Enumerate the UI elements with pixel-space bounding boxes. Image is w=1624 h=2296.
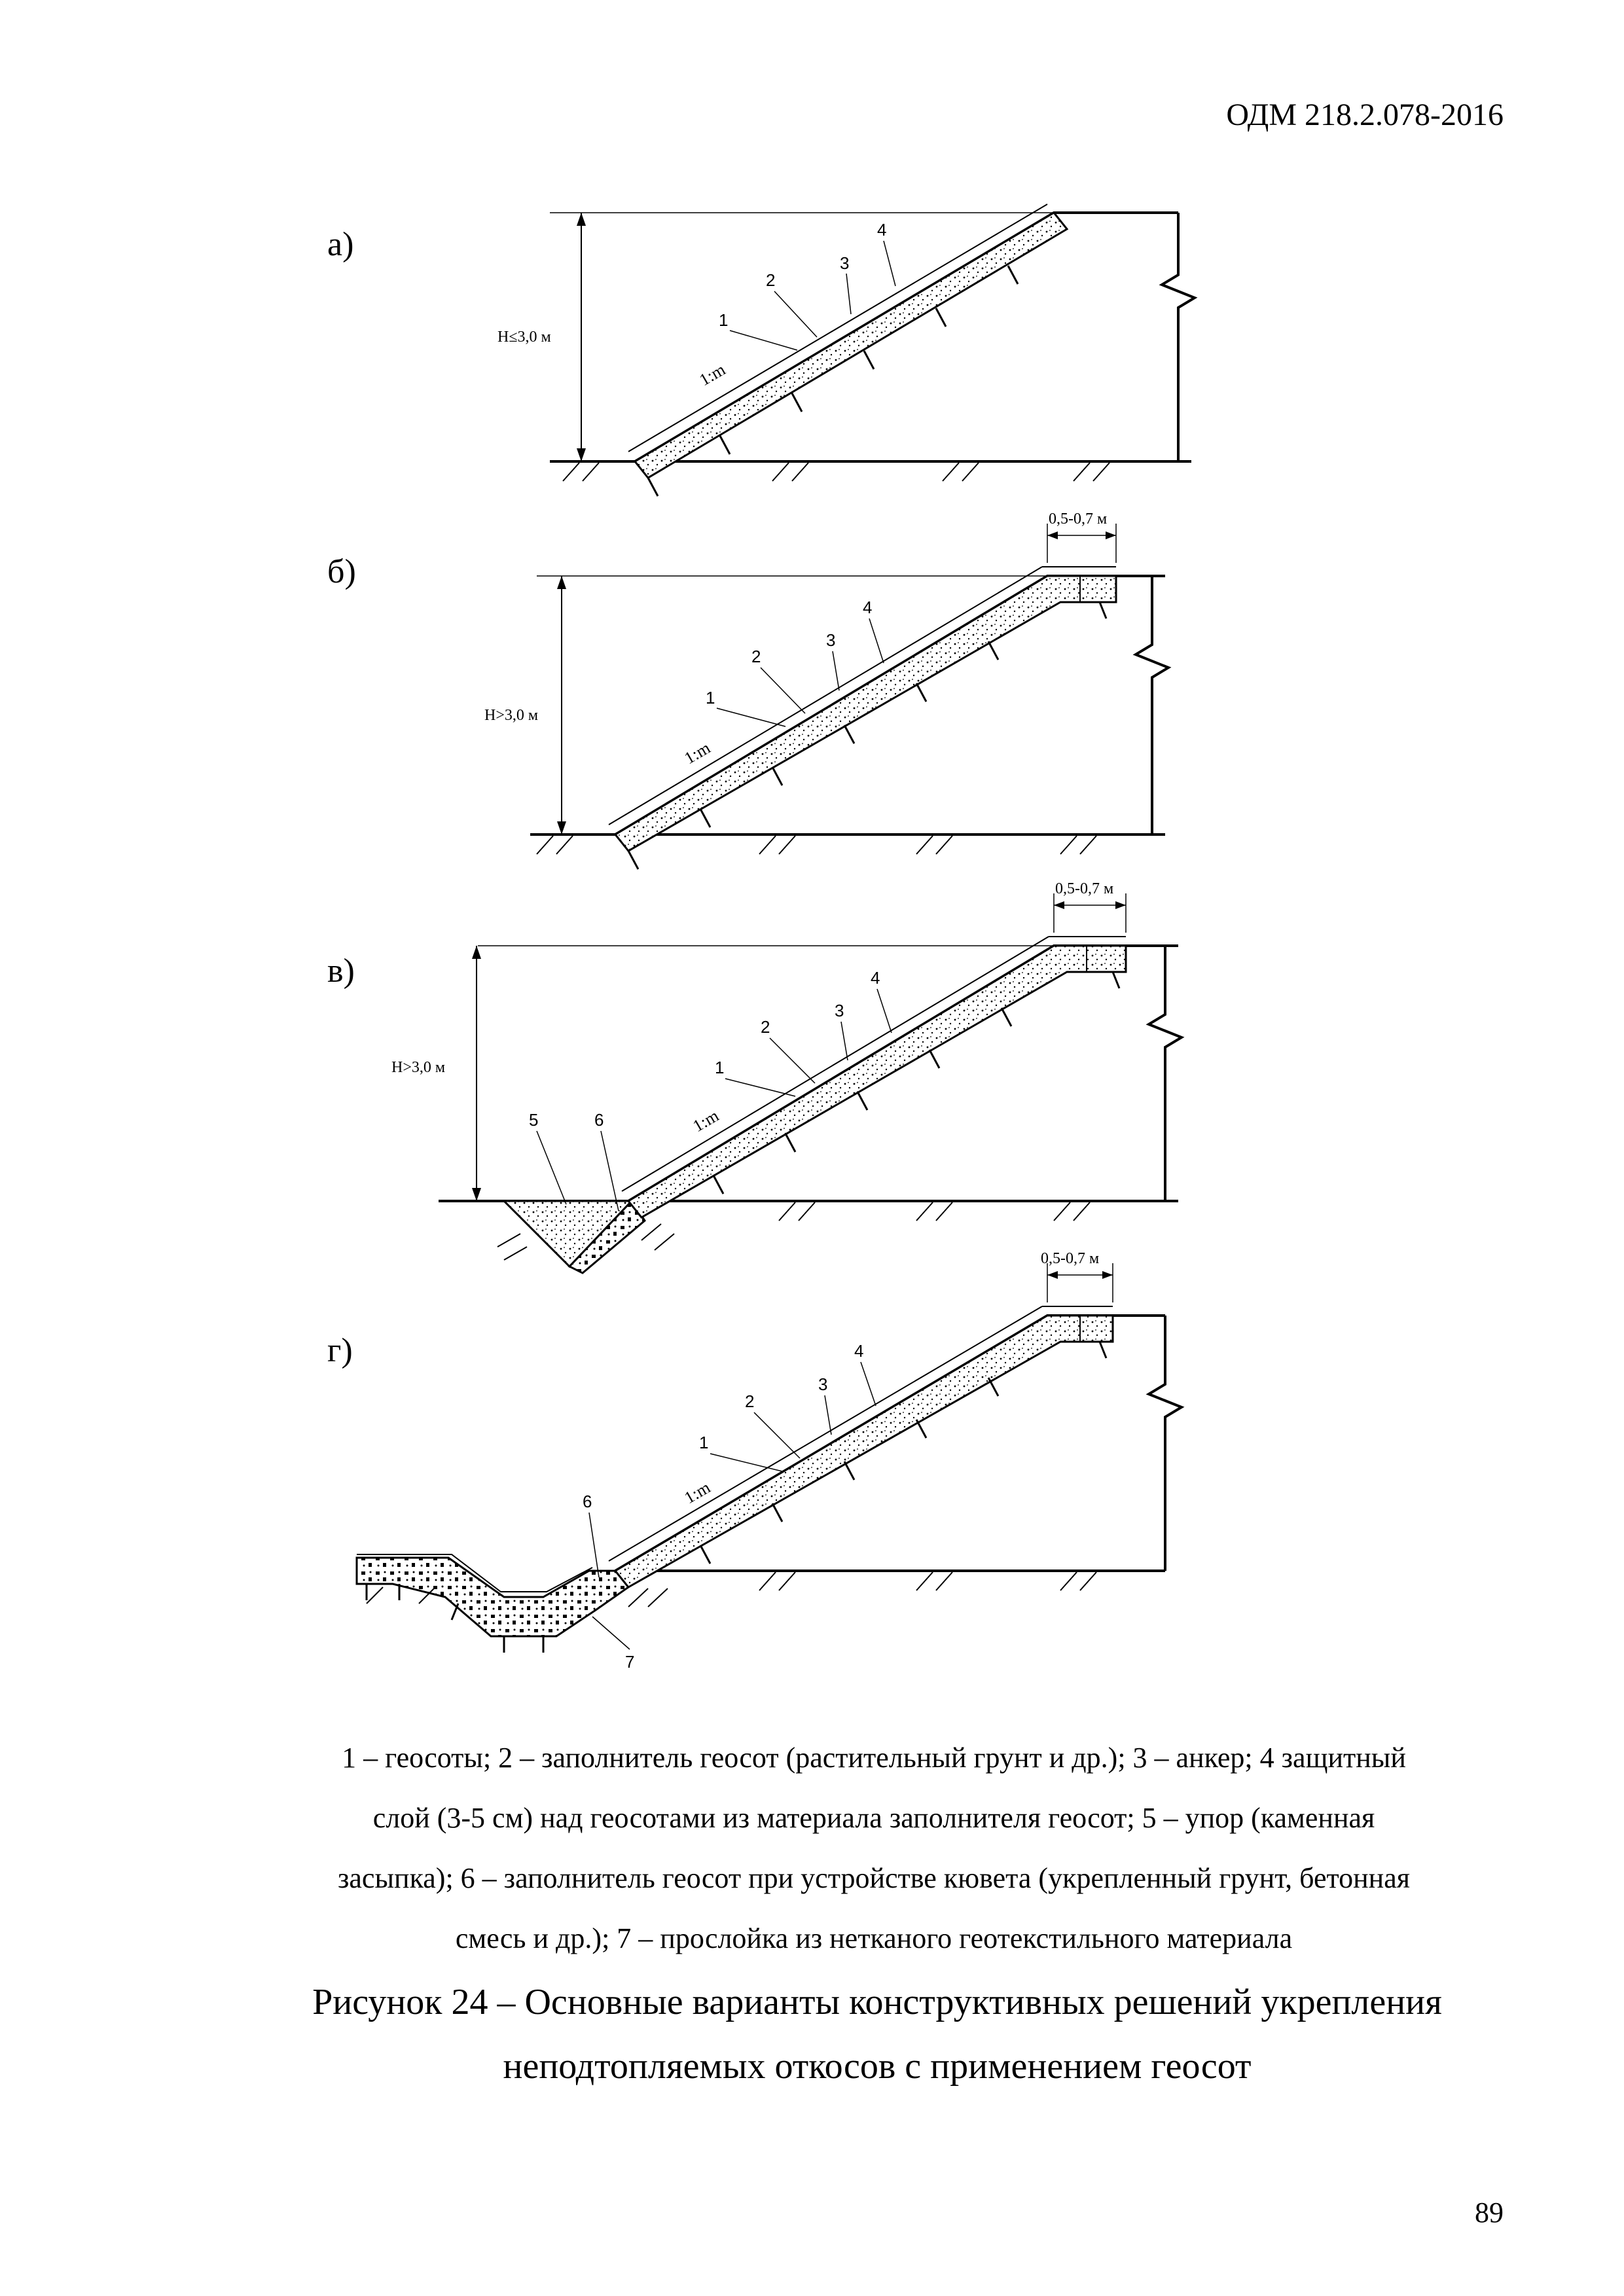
diagram-g-callout-2: 2: [745, 1391, 755, 1411]
diagram-g: [327, 1250, 1182, 1672]
diagram-v-callout-5: 5: [529, 1110, 539, 1130]
diagram-v-berm-label: 0,5-0,7 м: [1055, 880, 1114, 897]
diagram-g-callout-3: 3: [818, 1374, 828, 1394]
diagram-a-slope-label: 1:m: [696, 359, 729, 390]
diagram-g-geocell-layer: [615, 1316, 1113, 1587]
diagram-g-slope-label: 1:m: [681, 1477, 714, 1508]
legend-line: смесь и др.); 7 – прослойка из нетканого геотекстильного материала: [455, 1922, 1293, 1954]
diagram-a-callout-1: 1: [719, 310, 729, 330]
diagram-a-height-label: H≤3,0 м: [497, 329, 551, 346]
diagram-a-callout-2: 2: [766, 270, 776, 290]
diagram-a-label: а): [327, 226, 354, 263]
diagram-a: [327, 204, 1195, 496]
diagram-v-height-label: H>3,0 м: [391, 1059, 446, 1076]
diagram-a-geocell-layer: [635, 213, 1067, 478]
diagram-b: [327, 511, 1168, 869]
diagram-b-geocell-layer: [615, 576, 1116, 851]
diagram-b-callout-4: 4: [863, 598, 873, 617]
figure-legend: [242, 1728, 1506, 1969]
caption-line: неподтопляемых откосов с применением геосот: [503, 2046, 1252, 2087]
caption-line: Рисунок 24 – Основные варианты конструктивных решений укрепления: [312, 1982, 1442, 2022]
page-number: 89: [1475, 2197, 1504, 2229]
legend-line: слой (3-5 см) над геосотами из материала заполнителя геосот; 5 – упор (каменная: [372, 1802, 1375, 1834]
figure-caption: [196, 1970, 1558, 2098]
diagram-v-slope-label: 1:m: [689, 1105, 723, 1136]
diagram-v-label: в): [327, 952, 355, 990]
legend-line: 1 – геосоты; 2 – заполнитель геосот (растительный грунт и др.); 3 – анкер; 4 защитный: [342, 1742, 1406, 1774]
diagram-g-callout-6: 6: [583, 1492, 592, 1511]
legend-line: засыпка); 6 – заполнитель геосот при устройстве кювета (укрепленный грунт, бетонная: [338, 1862, 1410, 1894]
diagram-b-callout-2: 2: [751, 647, 761, 666]
diagram-v-callout-1: 1: [715, 1058, 725, 1077]
diagram-b-label: б): [327, 553, 356, 590]
diagram-v: [327, 880, 1182, 1273]
diagram-v-callout-2: 2: [761, 1017, 770, 1037]
diagram-b-berm-label: 0,5-0,7 м: [1049, 511, 1108, 528]
diagram-v-callout-3: 3: [835, 1001, 844, 1020]
diagram-b-height-label: H>3,0 м: [484, 707, 539, 724]
diagram-g-callout-4: 4: [854, 1341, 864, 1361]
diagram-v-callout-6: 6: [594, 1110, 604, 1130]
diagram-v-callout-4: 4: [871, 968, 880, 988]
diagram-g-label: г): [327, 1332, 353, 1369]
diagram-g-callout-1: 1: [699, 1433, 709, 1452]
document-code: ОДМ 218.2.078-2016: [1226, 98, 1504, 132]
diagram-b-callout-1: 1: [706, 688, 715, 708]
diagram-a-callout-3: 3: [840, 253, 850, 273]
diagram-a-callout-4: 4: [877, 220, 887, 240]
diagram-g-callout-7: 7: [625, 1652, 635, 1672]
diagram-b-callout-3: 3: [826, 630, 836, 650]
diagram-g-berm-label: 0,5-0,7 м: [1041, 1250, 1100, 1267]
diagram-b-slope-label: 1:m: [681, 738, 714, 768]
